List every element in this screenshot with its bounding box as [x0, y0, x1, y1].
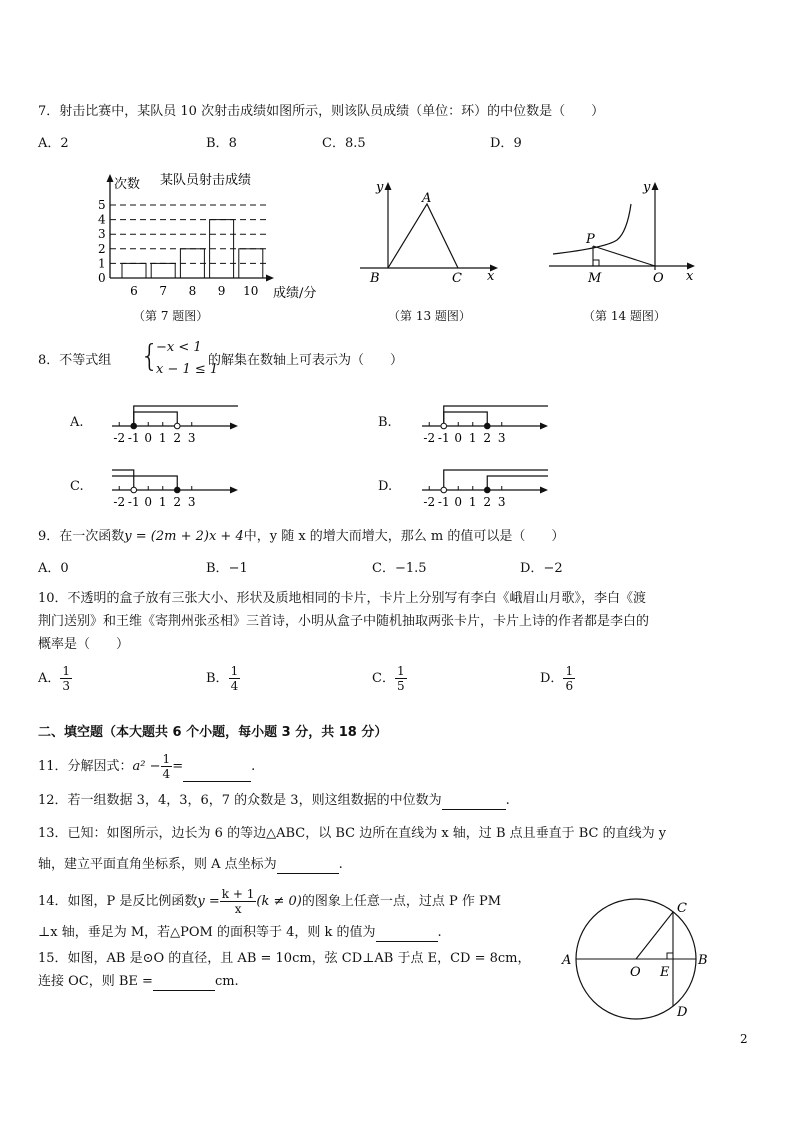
fig13-x-label: x: [487, 269, 495, 284]
q8-brace: {: [140, 339, 160, 374]
q8-endpoint-marker: [441, 423, 447, 429]
q7-option-b: B．8: [206, 136, 237, 151]
fig14-x-label: x: [686, 269, 694, 284]
q7-option-c: C．8.5: [322, 136, 366, 151]
q8-endpoint-marker: [441, 487, 447, 493]
q8-tick-label: 3: [187, 431, 196, 444]
q11: 11．分解因式：a² − $\frac{1}{4}$ = .: [38, 752, 256, 781]
fig7-bar: [122, 263, 146, 278]
q10-line1: 10．不透明的盒子放有三张大小、形状及质地相同的卡片，卡片上分别写有李白《峨眉山月歌》，李白《渡: [38, 591, 647, 606]
q13-line1: 13．已知：如图所示，边长为 6 的等边△ABC，以 BC 边所在直线为 x 轴，过 B 点且垂直于 BC 的直线为 y: [38, 826, 667, 841]
q8-tick-label: 0: [454, 431, 463, 444]
q11-answer-blank[interactable]: [183, 767, 251, 782]
q8-tick-label: 1: [468, 431, 477, 444]
q13-line2: 轴，建立平面直角坐标系，则 A 点坐标为 .: [38, 857, 343, 872]
q10-line2: 荆门送别》和王维《寄荆州张丞相》三首诗，小明从盒子中随机抽取两张卡片，卡片上诗的作者都是李白的: [38, 614, 650, 629]
q8-number-line-b: [410, 398, 560, 444]
q14-line1: 14．如图，P 是反比例函数y = $\frac{k + 1}{x}$ (k ≠ 0)的图象上任意一点，过点 P 作 PM: [38, 887, 502, 916]
q8-number-line-c: [100, 462, 250, 508]
fig7-ytick-label: 1: [98, 256, 106, 271]
fig13-triangle: [355, 178, 505, 288]
fig7-ylabel: 次数: [114, 177, 141, 192]
q9-option-a: A．0: [38, 561, 69, 576]
fig13-point-c: C: [452, 271, 462, 286]
q8-tick-label: 2: [173, 431, 182, 444]
q8-tick-label: 2: [483, 495, 492, 508]
q12-answer-blank[interactable]: [442, 795, 506, 810]
q8-tick-label: 0: [144, 431, 153, 444]
q8-endpoint-marker: [484, 487, 490, 493]
q8-tick-label: 0: [144, 495, 153, 508]
fig14-point-o: O: [653, 271, 664, 286]
q8-ineq2: x − 1 ≤ 1: [156, 362, 219, 377]
fig15-point-b: B: [698, 953, 708, 968]
q9-formula: y = (2m + 2)x + 4: [124, 529, 244, 544]
q8-tick-label: 2: [483, 431, 492, 444]
page-number: 2: [740, 1032, 748, 1046]
q8-option-d-label: D.: [378, 479, 393, 494]
q8-endpoint-marker: [131, 487, 137, 493]
fig15-circle: [556, 892, 716, 1022]
q8-stem-post: 的解集在数轴上可表示为（ ）: [208, 353, 404, 368]
q15-line2: 连接 OC，则 BE = cm.: [38, 974, 239, 989]
q10-option-b: B． $\frac{1}{4}$: [206, 664, 239, 693]
q8-tick-label: -1: [437, 495, 450, 508]
q8-option-c-label: C.: [70, 479, 84, 494]
q8-tick-label: -1: [437, 431, 450, 444]
q8-number-line-a: [100, 398, 250, 444]
section2-title: 二、填空题（本大题共 6 个小题，每小题 3 分，共 18 分）: [38, 725, 388, 740]
q8-tick-label: 1: [468, 495, 477, 508]
fig7-xtick-label: 6: [130, 284, 138, 298]
q8-tick-label: -2: [423, 495, 436, 508]
fig14-caption: （第 14 题图）: [583, 309, 666, 323]
fig7-ytick-label: 3: [98, 227, 106, 242]
fig7-xtick-label: 9: [217, 284, 226, 298]
fig15-point-a: A: [562, 953, 572, 968]
q15-line1: 15．如图，AB 是⊙O 的直径，且 AB = 10cm，弦 CD⊥AB 于点 E，CD = 8cm，: [38, 951, 531, 966]
q10-line3: 概率是（ ）: [38, 637, 130, 652]
q8-option-a-label: A.: [70, 415, 84, 430]
q8-tick-label: 3: [187, 495, 196, 508]
fig7-xtick-label: 8: [188, 284, 197, 298]
fig15-point-e: E: [660, 965, 670, 980]
q14-answer-blank[interactable]: [376, 927, 438, 942]
fig7-ytick-label: 2: [98, 241, 106, 256]
q8-tick-label: 1: [158, 495, 167, 508]
q14-line2: ⊥x 轴，垂足为 M，若△POM 的面积等于 4，则 k 的值为 .: [38, 925, 442, 940]
fig14-point-m: M: [588, 271, 602, 286]
fig7-caption: （第 7 题图）: [133, 309, 209, 323]
q8-tick-label: 3: [497, 431, 506, 444]
fig15-point-o: O: [630, 965, 641, 980]
fig7-bar: [151, 263, 175, 278]
q8-tick-label: 2: [173, 495, 182, 508]
q8-tick-label: -2: [113, 495, 126, 508]
q8-tick-label: -1: [127, 495, 140, 508]
q7-option-a: A．2: [38, 136, 69, 151]
fig7-xtick-label: 10: [243, 284, 259, 298]
fig7-xlabel: 成绩/分: [273, 286, 317, 301]
fig14-y-label: y: [643, 180, 651, 195]
q7-stem: 7．射击比赛中，某队员 10 次射击成绩如图所示，则该队员成绩（单位：环）的中位数是（ ）: [38, 104, 605, 119]
q8-tick-label: -2: [113, 431, 126, 444]
q10-option-d: D． $\frac{1}{6}$: [540, 664, 574, 693]
q10-option-a: A． $\frac{1}{3}$: [38, 664, 71, 693]
q10-option-c: C． $\frac{1}{5}$: [372, 664, 405, 693]
fig13-point-b: B: [370, 271, 380, 286]
fig15-point-c: C: [677, 901, 687, 916]
fig7-ytick-label: 4: [98, 212, 106, 227]
q8-endpoint-marker: [174, 423, 180, 429]
fig7-bar-chart: [90, 170, 340, 305]
q8-tick-label: 0: [454, 495, 463, 508]
fig7-ytick-label: 5: [98, 198, 106, 212]
fig15-point-d: D: [677, 1005, 688, 1020]
q9-option-b: B．−1: [206, 561, 248, 576]
fig7-xtick-label: 7: [159, 284, 168, 298]
fig14-point-p: P: [586, 232, 595, 247]
fig14-hyperbola: [545, 178, 700, 288]
q9-option-c: C．−1.5: [372, 561, 427, 576]
fig13-point-a: A: [422, 191, 432, 206]
q8-endpoint-marker: [484, 423, 490, 429]
q9-option-d: D．−2: [520, 561, 563, 576]
q8-endpoint-marker: [131, 423, 137, 429]
q8-tick-label: 1: [158, 431, 167, 444]
q8-ineq1: −x < 1: [156, 340, 202, 355]
q13-answer-blank[interactable]: [277, 859, 339, 874]
fig7-ytick-label: 0: [98, 271, 106, 285]
fig13-y-label: y: [376, 180, 384, 195]
fig13-caption: （第 13 题图）: [388, 309, 471, 323]
q8-stem-pre: 8．不等式组: [38, 353, 112, 368]
q12: 12．若一组数据 3，4，3，6，7 的众数是 3，则这组数据的中位数为 .: [38, 793, 510, 808]
q8-endpoint-marker: [174, 487, 180, 493]
q8-tick-label: 3: [497, 495, 506, 508]
fig7-title: 某队员射击成绩: [160, 173, 252, 188]
q7-option-d: D．9: [490, 136, 522, 151]
q15-answer-blank[interactable]: [153, 976, 215, 991]
q8-number-line-d: [410, 462, 560, 508]
q8-tick-label: -1: [127, 431, 140, 444]
q8-tick-label: -2: [423, 431, 436, 444]
q8-option-b-label: B.: [378, 415, 392, 430]
q9-stem: 9．在一次函数y = (2m + 2)x + 4中，y 随 x 的增大而增大，那么 m 的值可以是（ ）: [38, 529, 565, 544]
